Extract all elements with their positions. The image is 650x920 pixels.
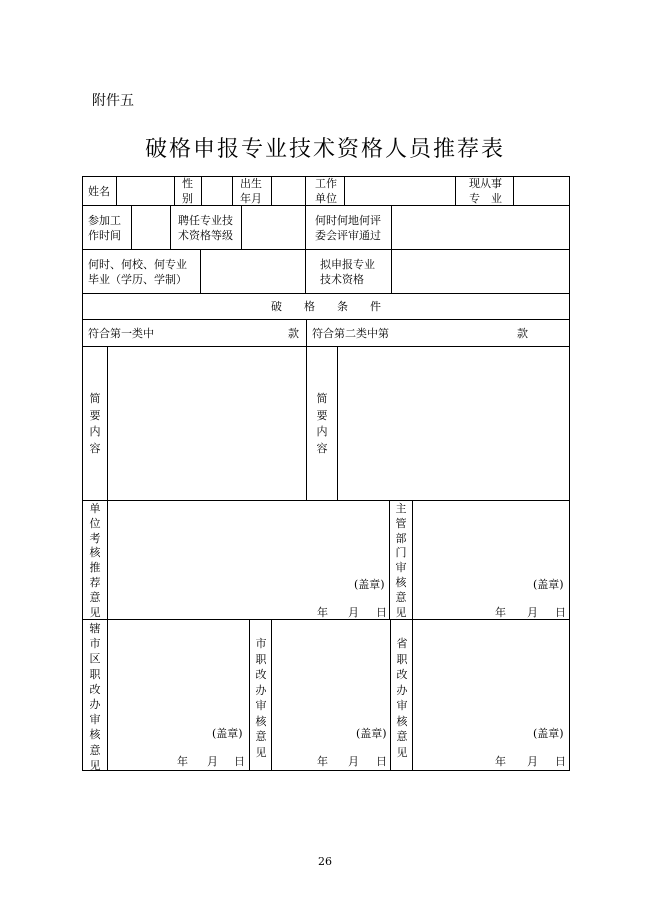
city-review-month: 月 <box>348 755 359 768</box>
work-unit-input-cell[interactable] <box>344 176 456 206</box>
row2-review-pass-label-cell <box>305 205 392 250</box>
row1-name-label-cell <box>82 176 117 206</box>
row2-join-work-label-cell <box>82 205 132 250</box>
dept-review-label: 主管部门审核意见 <box>395 502 407 619</box>
work-unit-label: 工作 单位 <box>315 177 337 205</box>
category-two-suffix: 款 <box>517 327 528 340</box>
gender-input-cell[interactable] <box>201 176 233 206</box>
city-review-year: 年 <box>317 755 328 768</box>
exception-conditions-header-cell <box>82 293 570 320</box>
name-input-cell[interactable] <box>116 176 175 206</box>
summary-left-label-cell <box>82 346 108 501</box>
province-review-day: 日 <box>555 755 566 768</box>
graduation-label: 何时、何校、何专业 毕业（学历、学制） <box>88 258 187 286</box>
summary-right-label: 简要内容 <box>316 392 328 455</box>
review-pass-input-cell[interactable] <box>391 205 570 250</box>
summary-right-label-cell <box>306 346 338 501</box>
row1-profession-label-cell <box>455 176 514 206</box>
birth-input-cell[interactable] <box>271 176 306 206</box>
form-title: 破格申报专业技术资格人员推荐表 <box>144 137 505 162</box>
province-review-seal: (盖章) <box>533 727 564 740</box>
join-work-time-label: 参加工 作时间 <box>88 214 121 242</box>
dept-review-seal: (盖章) <box>533 578 564 591</box>
unit-review-seal: (盖章) <box>354 578 385 591</box>
row3-graduation-label-cell <box>82 249 201 294</box>
hired-level-input-cell[interactable] <box>241 205 306 250</box>
unit-review-label-cell <box>82 500 108 620</box>
dept-review-label-cell <box>389 500 413 620</box>
province-review-label-cell <box>390 619 413 771</box>
unit-review-month: 月 <box>348 606 359 619</box>
category-one-suffix: 款 <box>288 327 299 340</box>
city-review-label-cell <box>249 619 272 771</box>
dept-review-month: 月 <box>527 606 538 619</box>
district-review-month: 月 <box>207 755 218 768</box>
category-one-prefix: 符合第一类中 <box>88 327 154 340</box>
dept-review-year: 年 <box>495 606 506 619</box>
unit-review-label: 单位考核推荐意见 <box>89 502 101 619</box>
unit-review-content-cell[interactable] <box>107 500 390 620</box>
district-review-seal: (盖章) <box>212 727 243 740</box>
province-review-month: 月 <box>527 755 538 768</box>
summary-left-label: 简要内容 <box>89 392 101 455</box>
row2-hired-level-label-cell <box>170 205 242 250</box>
graduation-input-cell[interactable] <box>200 249 306 294</box>
city-review-content-cell[interactable] <box>271 619 391 771</box>
annex-label: 附件五 <box>92 93 134 109</box>
current-profession-input-cell[interactable] <box>513 176 570 206</box>
exception-conditions-header: 破 格 条 件 <box>271 300 381 313</box>
province-review-label: 省职改办审核意见 <box>396 637 408 759</box>
city-review-day: 日 <box>376 755 387 768</box>
category-one-cell[interactable] <box>82 319 307 347</box>
summary-right-content-cell[interactable] <box>337 346 570 501</box>
unit-review-year: 年 <box>317 606 328 619</box>
row1-work-unit-label-cell <box>305 176 345 206</box>
dept-review-day: 日 <box>555 606 566 619</box>
row1-birth-label-cell <box>232 176 272 206</box>
apply-qualification-input-cell[interactable] <box>391 249 570 294</box>
current-profession-label: 现从事 专 业 <box>469 177 502 205</box>
apply-qualification-label: 拟申报专业 技术资格 <box>320 258 375 286</box>
district-review-label: 辖市区职改办审核意见 <box>89 622 101 772</box>
city-review-label: 市职改办审核意见 <box>255 637 267 759</box>
join-work-time-input-cell[interactable] <box>131 205 171 250</box>
hired-level-label: 聘任专业技 术资格等级 <box>178 214 233 242</box>
category-two-cell[interactable] <box>306 319 570 347</box>
review-pass-label: 何时何地何评 委会评审通过 <box>315 214 381 242</box>
district-review-day: 日 <box>234 755 245 768</box>
category-two-prefix: 符合第二类中第 <box>312 327 389 340</box>
page-number: 26 <box>318 855 332 868</box>
birth-label: 出生 年月 <box>240 177 262 205</box>
row3-apply-qualification-label-cell <box>305 249 392 294</box>
city-review-seal: (盖章) <box>356 727 387 740</box>
unit-review-day: 日 <box>376 606 387 619</box>
name-label: 姓名 <box>88 185 110 198</box>
summary-left-content-cell[interactable] <box>107 346 307 501</box>
gender-label: 性 别 <box>182 177 193 205</box>
district-review-year: 年 <box>177 755 188 768</box>
district-review-label-cell <box>82 619 108 771</box>
row1-gender-label-cell <box>174 176 202 206</box>
district-review-content-cell[interactable] <box>107 619 250 771</box>
province-review-content-cell[interactable] <box>412 619 570 771</box>
province-review-year: 年 <box>495 755 506 768</box>
dept-review-content-cell[interactable] <box>412 500 570 620</box>
